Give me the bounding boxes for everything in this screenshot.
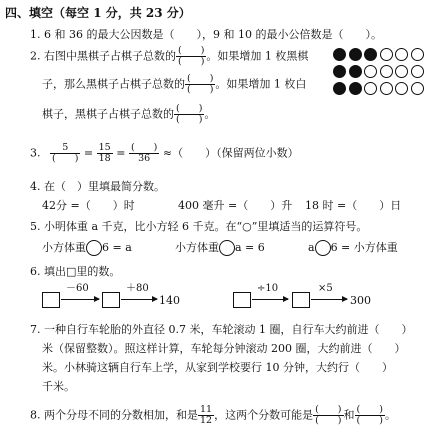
section-note: （每空 1 分，共 23 分） [53,6,191,20]
equals-sign: = [83,146,94,160]
white-piece [411,48,424,61]
answer-box[interactable] [42,292,60,308]
fraction-denominator-blank: ( ) [356,415,383,426]
q5-eq-1-left: 小方体重 [42,241,86,254]
black-piece [364,48,377,61]
q2-text-3b: 。 [204,107,216,121]
white-piece [411,65,424,78]
q8-text-b: ，这两个分数可能是 [214,408,314,422]
question-number: 7. [30,323,41,336]
fraction-numerator-blank[interactable]: ( ) [130,142,158,153]
answer-box[interactable] [292,292,310,308]
black-piece [349,82,362,95]
go-piece-grid [333,48,425,98]
question-text: 填出□里的数。 [44,265,121,278]
fraction-denominator: 36 [138,153,151,164]
fraction-denominator: 12 [200,415,213,426]
q5-eq-2-left: 小方体重 [175,241,219,254]
op-label: ×5 [318,283,333,294]
question-7-line-2: 米（保留整数）。照这样计算，车轮每分钟滚动 200 圈，大约前进（ ） [42,342,406,355]
question-text: 小明体重 a 千克，比小方轻 6 千克。在“○”里填适当的运算符号。 [44,220,368,233]
question-5 [30,220,367,233]
white-piece [395,82,408,95]
q4-item-1: 42分 =（ ）时 [42,199,135,212]
equals-sign: = [116,146,126,160]
question-number: 2. [30,49,41,63]
question-2-line-1 [30,46,308,67]
question-1 [30,28,382,41]
white-piece [364,65,377,78]
q8-text-c: 和 [343,408,355,422]
fraction-denominator-blank: ( ) [176,114,203,125]
answer-fraction[interactable] [174,104,204,125]
question-number: 3. [30,146,41,160]
question-text: 6 和 36 的最大公因数是（ ），9 和 10 的最小公倍数是（ ）。 [44,28,382,41]
q5-eq-2 [175,240,265,256]
question-2-line-2 [42,74,306,95]
black-piece [333,82,346,95]
q2-text-1b: 。如果增加 1 枚黑棋 [206,49,309,63]
section-title: 四、填空 [5,6,54,20]
fraction-denominator-blank[interactable]: ( ) [52,153,79,164]
fraction-numerator-blank: ( ) [178,45,205,56]
white-piece [380,65,393,78]
question-3 [30,143,299,164]
question-number: 6. [30,265,41,278]
result-value: 300 [350,294,371,307]
answer-fraction[interactable] [355,405,385,426]
fraction-3 [129,143,159,164]
fraction-numerator: 11 [200,404,213,415]
white-piece [411,82,424,95]
fraction-denominator: 18 [98,153,111,164]
question-number: 4. [30,180,41,193]
question-7-line-4: 千米。 [42,380,75,393]
arrow-icon [61,299,99,300]
fraction-denominator-blank: ( ) [315,415,342,426]
operator-circle[interactable] [219,240,235,256]
q5-eq-2-right: a = 6 [235,241,265,254]
arrow-icon [252,299,288,300]
q2-text-2a: 子，那么黑棋子占棋子总数的 [42,77,185,91]
question-number: 8. [30,408,41,422]
black-piece [349,65,362,78]
result-value: 140 [159,294,180,307]
op-label: －60 [66,283,89,294]
fraction-numerator-blank: ( ) [187,73,214,84]
q4-item-3: 18 时 =（ ）日 [305,199,402,212]
fraction-denominator-blank: ( ) [178,56,205,67]
fraction-denominator-blank: ( ) [187,84,214,95]
question-8 [30,405,396,426]
answer-box[interactable] [233,292,251,308]
q8-text-a: 两个分母不同的分数相加，和是 [44,408,198,422]
approx-text: ≈（ ）（保留两位小数） [162,146,299,160]
answer-fraction[interactable] [313,405,343,426]
black-piece [333,48,346,61]
question-number: 1. [30,28,41,41]
white-piece [380,82,393,95]
white-piece [395,48,408,61]
q2-text-3a: 棋子，黑棋子占棋子总数的 [42,107,174,121]
op-label: ÷10 [257,283,279,294]
white-piece [364,82,377,95]
operator-circle[interactable] [86,240,102,256]
white-piece [380,48,393,61]
question-number: 5. [30,220,41,233]
answer-fraction[interactable] [176,46,206,67]
white-piece [395,65,408,78]
fraction-numerator-blank: ( ) [356,404,383,415]
answer-fraction[interactable] [185,74,215,95]
q7-line-1: 一种自行车轮胎的外直径 0.7 米，车轮滚动 1 圈，自行车大约前进（ ） [44,323,413,336]
black-piece [349,48,362,61]
q5-eq-3-right: 6 = 小方体重 [330,241,398,254]
section-heading [5,4,191,21]
op-label: ＋80 [126,283,149,294]
question-2-line-3 [42,104,215,125]
question-text: 在（ ）里填最简分数。 [44,180,165,193]
arrow-icon [311,299,347,300]
q5-eq-3-left: a [308,241,315,254]
question-4 [30,180,165,193]
q5-eq-1 [42,240,132,256]
q4-item-2: 400 毫升 =（ ）升 [178,199,293,212]
q8-text-d: 。 [384,408,396,422]
fraction-numerator: 5 [50,143,80,154]
fraction-2 [97,143,113,164]
answer-box[interactable] [102,292,120,308]
q2-text-2b: 。如果增加 1 枚白 [215,77,307,91]
fraction-numerator-blank: ( ) [315,404,342,415]
operator-circle[interactable] [315,240,331,256]
question-7-line-3: 米。小林骑这辆自行车上学，从家到学校要行 10 分钟，大约行（ ） [42,361,393,374]
fraction-numerator-blank: ( ) [176,103,203,114]
q5-eq-1-right: 6 = a [102,241,132,254]
q2-text-1a: 右图中黑棋子占棋子总数的 [44,49,176,63]
question-7-line-1 [30,323,412,336]
black-piece [333,65,346,78]
fraction-1 [50,143,80,164]
sum-fraction [198,405,214,426]
arrow-icon [121,299,157,300]
question-6 [30,265,120,278]
q5-eq-3 [308,240,398,256]
fraction-numerator: 15 [98,142,111,153]
